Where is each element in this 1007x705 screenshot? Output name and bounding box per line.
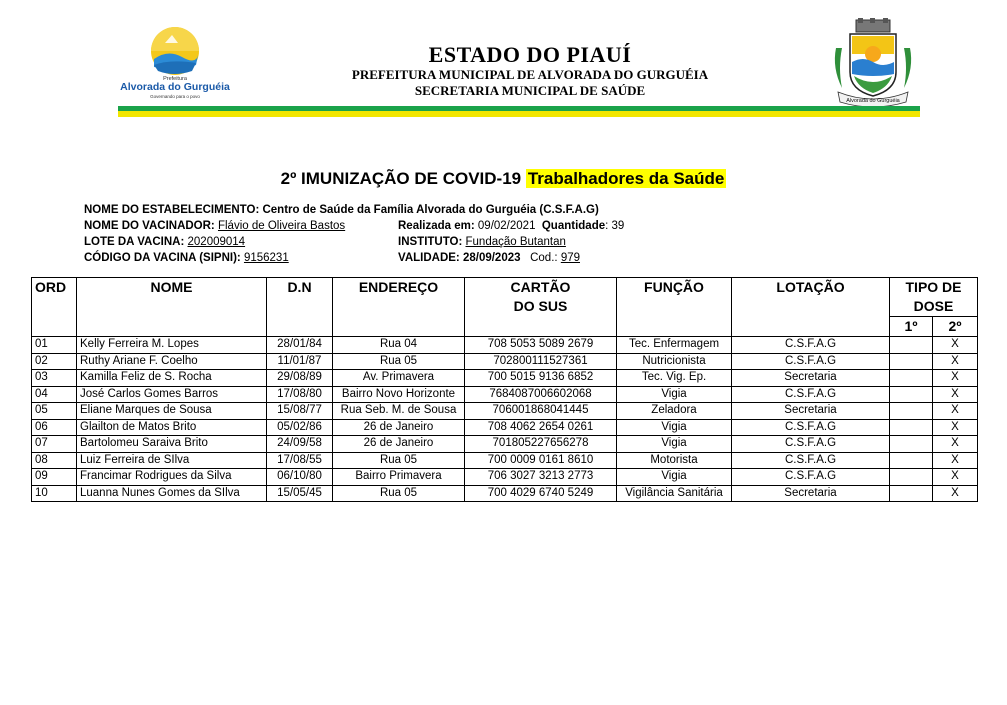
cell-dose1 xyxy=(890,452,933,469)
table-row xyxy=(32,370,978,387)
cell-card: 700 0009 0161 8610 xyxy=(465,452,617,469)
table-row xyxy=(32,436,978,453)
establishment-label: NOME DO ESTABELECIMENTO: xyxy=(84,204,260,216)
code-value: 9156231 xyxy=(243,252,289,264)
cell-card: 700 5015 9136 6852 xyxy=(465,370,617,387)
validity-line xyxy=(398,250,624,266)
header-card-line2: DO SUS xyxy=(513,298,568,314)
cell-name: Luanna Nunes Gomes da SIlva xyxy=(77,485,267,502)
cell-card: 700 4029 6740 5249 xyxy=(465,485,617,502)
cell-location: C.S.F.A.G xyxy=(732,419,890,436)
title-highlight: Trabalhadores da Saúde xyxy=(527,169,725,188)
cell-address: Av. Primavera xyxy=(333,370,465,387)
cell-dn: 28/01/84 xyxy=(267,337,333,354)
cell-dose1 xyxy=(890,386,933,403)
logo-small-text: Prefeitura xyxy=(163,76,187,82)
cell-dn: 24/09/58 xyxy=(267,436,333,453)
performed-line xyxy=(398,218,624,234)
cell-dose2: X xyxy=(933,452,978,469)
cell-card: 708 4062 2654 0261 xyxy=(465,419,617,436)
table-row xyxy=(32,452,978,469)
cell-ord: 08 xyxy=(32,452,77,469)
header-dose2: 2º xyxy=(933,317,978,337)
info-right-block xyxy=(398,218,624,266)
cell-location: Secretaria xyxy=(732,403,890,420)
header-dose-line2: DOSE xyxy=(913,298,954,314)
quantity-value: : 39 xyxy=(605,220,625,232)
cell-location: C.S.F.A.G xyxy=(732,353,890,370)
cell-ord: 10 xyxy=(32,485,77,502)
header-address: ENDEREÇO xyxy=(333,278,465,337)
cell-address: Rua 04 xyxy=(333,337,465,354)
cell-name: Ruthy Ariane F. Coelho xyxy=(77,353,267,370)
cell-dn: 05/02/86 xyxy=(267,419,333,436)
cell-function: Motorista xyxy=(617,452,732,469)
cell-function: Nutricionista xyxy=(617,353,732,370)
header-ord: ORD xyxy=(32,278,77,337)
cell-name: Francimar Rodrigues da Silva xyxy=(77,469,267,486)
cell-card: 706001868041445 xyxy=(465,403,617,420)
cell-address: Rua Seb. M. de Sousa xyxy=(333,403,465,420)
cell-dose2: X xyxy=(933,485,978,502)
cell-location: C.S.F.A.G xyxy=(732,386,890,403)
header-dn: D.N xyxy=(267,278,333,337)
cell-dn: 17/08/80 xyxy=(267,386,333,403)
header-dose-line1: TIPO DE xyxy=(905,279,962,295)
lot-value: 202009014 xyxy=(187,236,246,248)
table-header-row xyxy=(32,278,978,317)
cod-label: Cod.: xyxy=(530,252,558,264)
code-label: CÓDIGO DA VACINA (SIPNI): xyxy=(84,252,241,264)
cell-dose1 xyxy=(890,436,933,453)
header-function: FUNÇÃO xyxy=(617,278,732,337)
cell-dose2: X xyxy=(933,436,978,453)
header-card-line1: CARTÃO xyxy=(510,279,571,295)
header-card xyxy=(465,278,617,337)
table-row xyxy=(32,353,978,370)
cell-dose1 xyxy=(890,370,933,387)
cell-card: 708 5053 5089 2679 xyxy=(465,337,617,354)
table-row xyxy=(32,337,978,354)
institute-label: INSTITUTO: xyxy=(398,236,463,248)
cell-card: 706 3027 3213 2773 xyxy=(465,469,617,486)
vaccinator-label: NOME DO VACINADOR: xyxy=(84,220,215,232)
cell-address: Rua 05 xyxy=(333,353,465,370)
header-dose-type xyxy=(890,278,978,317)
cell-dn: 15/05/45 xyxy=(267,485,333,502)
cell-address: Rua 05 xyxy=(333,452,465,469)
cell-location: C.S.F.A.G xyxy=(732,452,890,469)
cell-dose1 xyxy=(890,403,933,420)
cell-location: Secretaria xyxy=(732,370,890,387)
cell-dn: 15/08/77 xyxy=(267,403,333,420)
cell-dose1 xyxy=(890,485,933,502)
cell-dose1 xyxy=(890,337,933,354)
cell-dose2: X xyxy=(933,370,978,387)
cell-dose2: X xyxy=(933,386,978,403)
cell-function: Tec. Enfermagem xyxy=(617,337,732,354)
table-row xyxy=(32,485,978,502)
header-dose1: 1º xyxy=(890,317,933,337)
secretariat-title: SECRETARIA MUNICIPAL DE SAÚDE xyxy=(414,83,646,98)
table-row xyxy=(32,419,978,436)
cell-function: Zeladora xyxy=(617,403,732,420)
cell-ord: 05 xyxy=(32,403,77,420)
cell-card: 702800111527361 xyxy=(465,353,617,370)
cell-dose2: X xyxy=(933,403,978,420)
cell-address: Rua 05 xyxy=(333,485,465,502)
cell-ord: 02 xyxy=(32,353,77,370)
establishment-line xyxy=(84,202,599,218)
cell-dose2: X xyxy=(933,353,978,370)
cell-name: Kelly Ferreira M. Lopes xyxy=(77,337,267,354)
cell-ord: 09 xyxy=(32,469,77,486)
establishment-value: Centro de Saúde da Família Alvorada do Gurguéia (C.S.F.A.G) xyxy=(262,204,599,216)
cell-name: Luiz Ferreira de SIlva xyxy=(77,452,267,469)
cell-address: Bairro Novo Horizonte xyxy=(333,386,465,403)
cell-name: José Carlos Gomes Barros xyxy=(77,386,267,403)
cell-location: C.S.F.A.G xyxy=(732,436,890,453)
coat-ribbon-text: Alvorada do Gurguéia xyxy=(846,98,900,104)
cell-function: Vigia xyxy=(617,469,732,486)
cell-location: Secretaria xyxy=(732,485,890,502)
cell-dose2: X xyxy=(933,419,978,436)
cell-address: 26 de Janeiro xyxy=(333,436,465,453)
vaccination-table xyxy=(31,277,978,502)
cell-function: Vigia xyxy=(617,436,732,453)
cell-name: Glailton de Matos Brito xyxy=(77,419,267,436)
cell-dn: 11/01/87 xyxy=(267,353,333,370)
cell-name: Eliane Marques de Sousa xyxy=(77,403,267,420)
header-name: NOME xyxy=(77,278,267,337)
cell-location: C.S.F.A.G xyxy=(732,469,890,486)
title-main: 2º IMUNIZAÇÃO DE COVID-19 xyxy=(280,169,522,188)
cell-name: Kamilla Feliz de S. Rocha xyxy=(77,370,267,387)
performed-value: 09/02/2021 xyxy=(477,220,536,232)
cell-address: Bairro Primavera xyxy=(333,469,465,486)
cell-function: Vigilância Sanitária xyxy=(617,485,732,502)
institute-line xyxy=(398,234,624,250)
quantity-label: Quantidade xyxy=(541,220,606,232)
performed-label: Realizada em: xyxy=(398,220,475,232)
cell-name: Bartolomeu Saraiva Brito xyxy=(77,436,267,453)
cell-dose1 xyxy=(890,419,933,436)
cell-ord: 07 xyxy=(32,436,77,453)
cell-dn: 17/08/55 xyxy=(267,452,333,469)
cod-value: 979 xyxy=(560,252,580,264)
header-location: LOTAÇÃO xyxy=(732,278,890,337)
cell-address: 26 de Janeiro xyxy=(333,419,465,436)
lot-label: LOTE DA VACINA: xyxy=(84,236,185,248)
cell-card: 7684087006602068 xyxy=(465,386,617,403)
cell-dn: 06/10/80 xyxy=(267,469,333,486)
cell-dn: 29/08/89 xyxy=(267,370,333,387)
state-title: ESTADO DO PIAUÍ xyxy=(428,42,632,67)
cell-dose2: X xyxy=(933,469,978,486)
header-yellow-band xyxy=(118,111,920,117)
validity-label: VALIDADE: 28/09/2023 xyxy=(398,252,521,264)
cell-card: 701805227656278 xyxy=(465,436,617,453)
cell-ord: 04 xyxy=(32,386,77,403)
cell-ord: 03 xyxy=(32,370,77,387)
coat-of-arms-logo xyxy=(828,18,918,108)
vaccinator-value: Flávio de Oliveira Bastos xyxy=(217,220,346,232)
cell-location: C.S.F.A.G xyxy=(732,337,890,354)
institute-value: Fundação Butantan xyxy=(465,236,566,248)
prefeitura-logo xyxy=(110,25,240,105)
table-row xyxy=(32,403,978,420)
cell-function: Tec. Vig. Ep. xyxy=(617,370,732,387)
table-row xyxy=(32,469,978,486)
cell-ord: 06 xyxy=(32,419,77,436)
cell-ord: 01 xyxy=(32,337,77,354)
logo-name: Alvorada do Gurguéia xyxy=(120,81,230,93)
cell-dose1 xyxy=(890,353,933,370)
cell-function: Vigia xyxy=(617,386,732,403)
table-row xyxy=(32,386,978,403)
cell-function: Vigia xyxy=(617,419,732,436)
cell-dose1 xyxy=(890,469,933,486)
logo-tagline: Governando para o povo xyxy=(150,94,200,99)
cell-dose2: X xyxy=(933,337,978,354)
document-title xyxy=(0,169,1007,189)
prefecture-title: PREFEITURA MUNICIPAL DE ALVORADA DO GURGUÉIA xyxy=(351,67,709,82)
